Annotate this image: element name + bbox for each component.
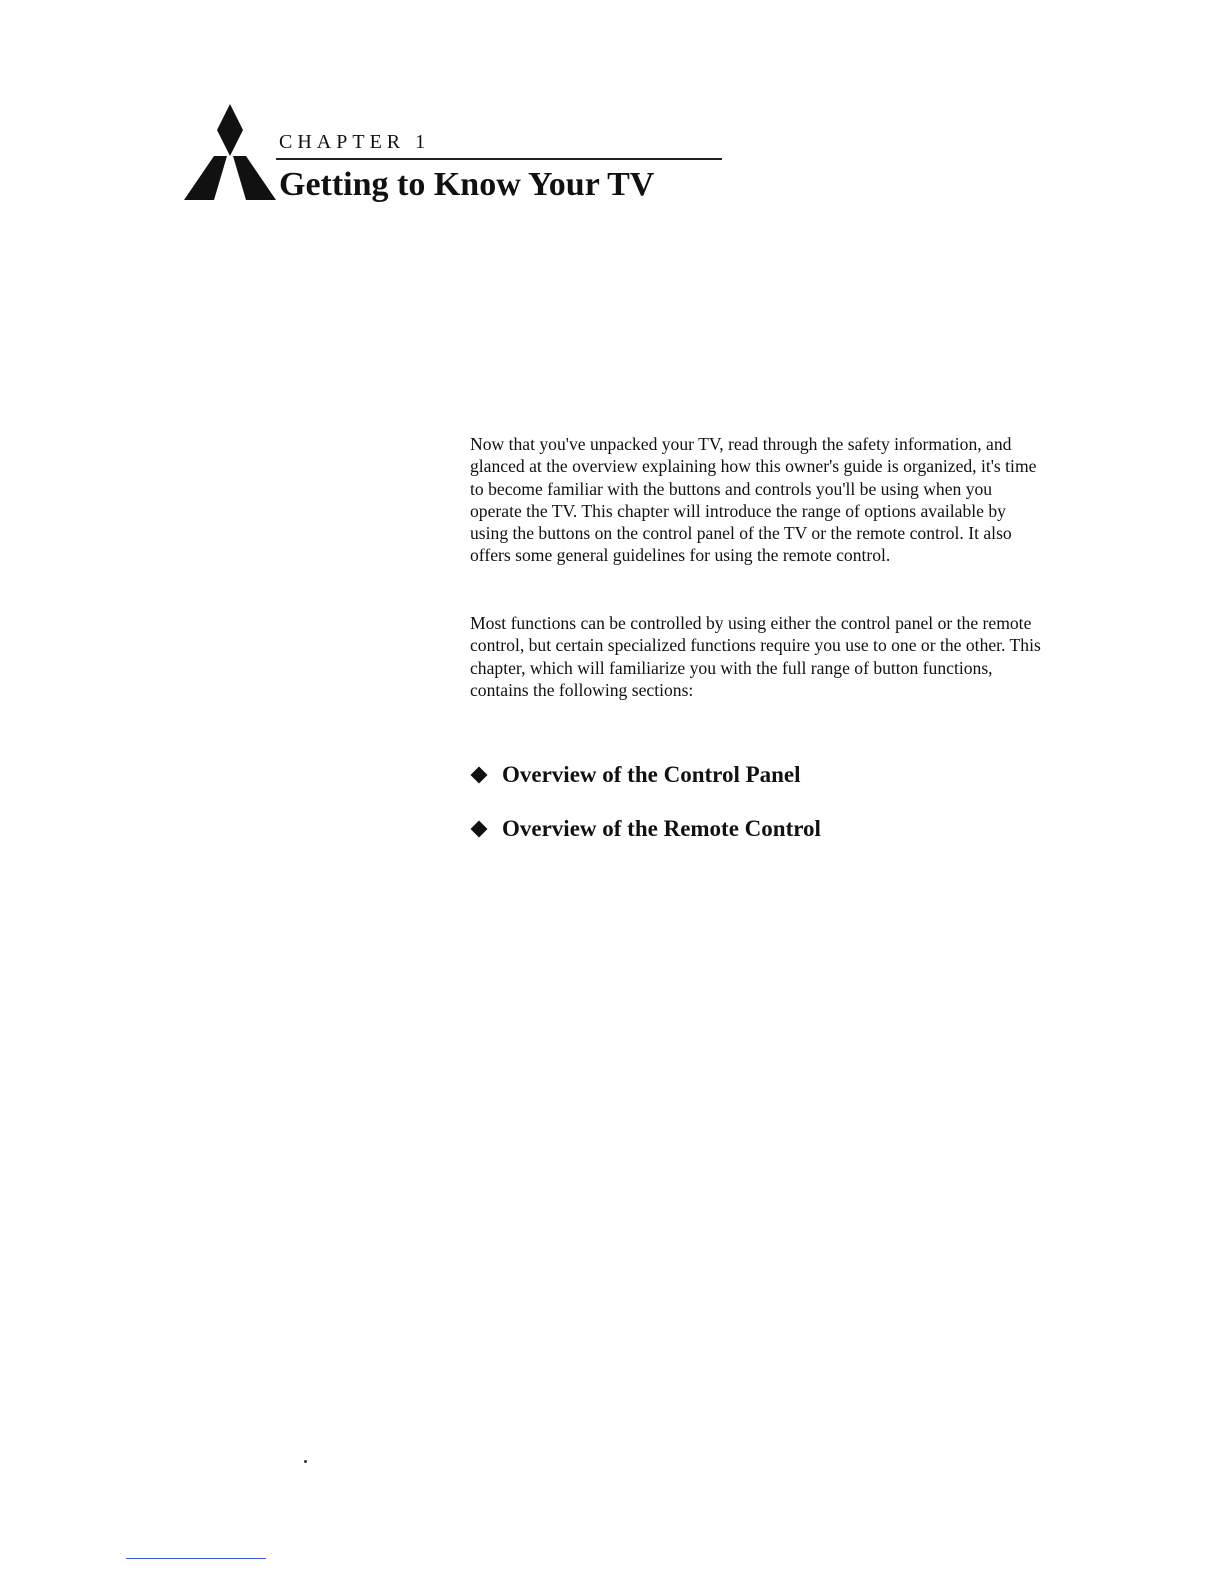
sections-paragraph: Most functions can be controlled by using either the control panel or the remote control, but certain specialized functions require you use to one or the other. This chapter, which will familiarize you with the full range of button functions, contains the following sections: <box>470 613 1041 700</box>
section-item-label: Overview of the Control Panel <box>502 762 801 787</box>
section-item-label: Overview of the Remote Control <box>502 816 821 841</box>
diamond-bullet-icon <box>471 821 488 838</box>
section-item-control-panel <box>471 762 801 788</box>
footer-rule <box>126 1558 266 1559</box>
three-diamond-logo-icon <box>184 104 276 200</box>
chapter-label: CHAPTER 1 <box>279 131 431 153</box>
scan-dot <box>304 1460 307 1463</box>
section-item-remote-control <box>471 816 821 842</box>
chapter-title: Getting to Know Your TV <box>279 166 655 203</box>
intro-paragraph: Now that you've unpacked your TV, read through the safety information, and glanced at the overview explaining how this owner's guide is organized, it's time to become familiar with the buttons and controls you'll be using when you operate the TV. This chapter will introduce the range of options available by using the buttons on the control panel of the TV or the remote control. It also offers some general guidelines for using the remote control. <box>470 434 1037 566</box>
diamond-bullet-icon <box>471 767 488 784</box>
chapter-divider <box>276 158 722 160</box>
